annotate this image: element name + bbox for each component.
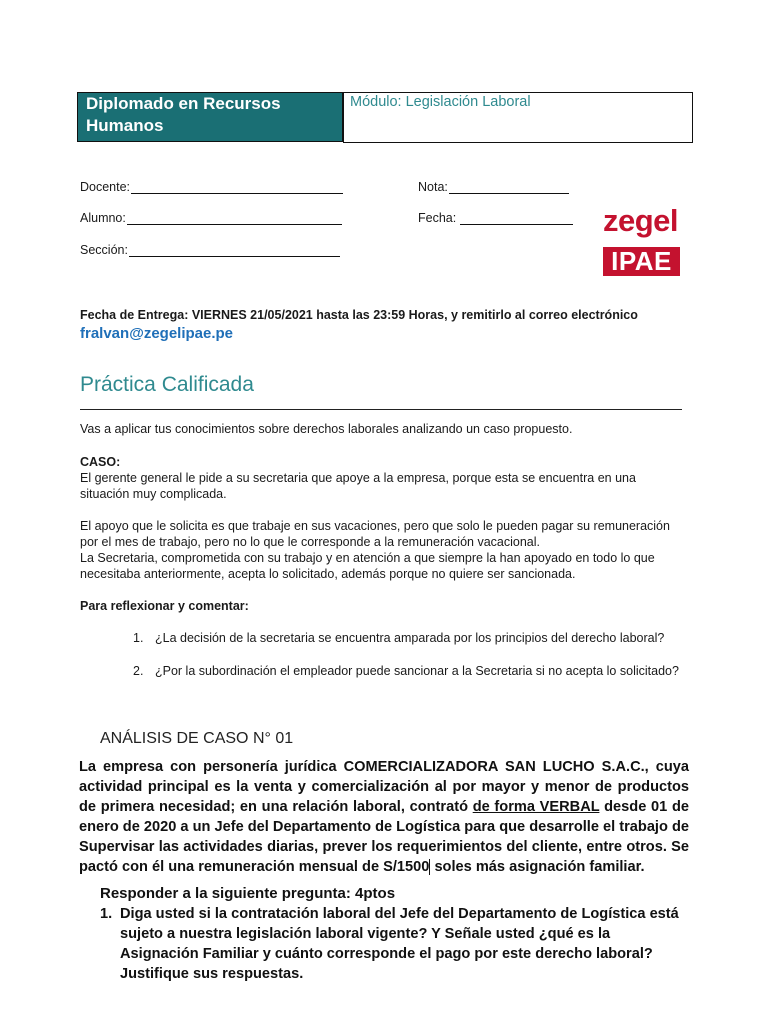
email-link[interactable]: fralvan@zegelipae.pe — [80, 325, 234, 342]
analysis-amount: S/1500 — [383, 859, 430, 875]
reflect-label: Para reflexionar y comentar: — [80, 599, 249, 613]
list-item — [133, 630, 695, 646]
case-paragraph-2: El apoyo que le solicita es que trabaje en sus vacaciones, pero que solo le pueden pagar su remuneración por el mes de trabajo, pero no lo que le corresponde a la remuneración vacacional. — [80, 519, 670, 549]
fecha-field — [418, 211, 573, 225]
analysis-question-number: 1. — [100, 906, 113, 922]
fecha-line[interactable] — [460, 211, 573, 225]
seccion-label: Sección: — [80, 243, 128, 257]
question-number: 2. — [133, 664, 144, 678]
case-paragraph-3: La Secretaria, comprometida con su trabajo y en atención a que siempre la han apoyado en todo lo que necesitaba anteriormente, acepta lo solicitado, además porque no quiere ser sancionada. — [80, 551, 655, 581]
nota-label: Nota: — [418, 180, 448, 194]
intro-text: Vas a aplicar tus conocimientos sobre derechos laborales analizando un caso propuesto. — [80, 422, 573, 436]
module-box — [343, 92, 693, 143]
ipae-logo: IPAE — [603, 247, 680, 276]
question-text: ¿La decisión de la secretaria se encuentra amparada por los principios del derecho laboral? — [155, 631, 665, 645]
analysis-text-c: soles más asignación familiar. — [430, 859, 645, 875]
program-title-box — [77, 92, 343, 142]
analysis-underlined: de forma VERBAL — [472, 799, 600, 815]
analysis-title: ANÁLISIS DE CASO N° 01 — [100, 730, 294, 747]
nota-line[interactable] — [449, 180, 569, 194]
nota-field — [418, 180, 569, 194]
docente-line[interactable] — [131, 180, 343, 194]
alumno-line[interactable] — [127, 211, 342, 225]
question-number: 1. — [133, 631, 144, 645]
seccion-field — [80, 243, 340, 257]
alumno-field — [80, 211, 342, 225]
analysis-paragraph — [79, 757, 689, 877]
analysis-question — [100, 904, 692, 984]
zegel-logo: zegel — [603, 203, 679, 238]
docente-field — [80, 180, 343, 194]
analysis-question-text: Diga usted si la contratación laboral del Jefe del Departamento de Logística está sujeto a nuestra legislación laboral vigente? Y Señale usted ¿qué es la Asignación Familiar y cuánto corresponde el pago por este derecho laboral? Justifique sus respuestas. — [120, 906, 679, 982]
case-label: CASO: — [80, 455, 121, 469]
docente-label: Docente: — [80, 180, 131, 194]
fecha-label: Fecha: — [418, 211, 457, 225]
list-item — [133, 663, 695, 679]
question-text: ¿Por la subordinación el empleador puede sancionar a la Secretaria si no acepta lo solicitado? — [155, 664, 679, 678]
analysis-instruction: Responder a la siguiente pregunta: 4ptos — [100, 885, 396, 902]
alumno-label: Alumno: — [80, 211, 126, 225]
program-title: Diplomado en Recursos Humanos — [86, 94, 281, 135]
case-paragraph-1: El gerente general le pide a su secretaria que apoye a la empresa, porque esta se encuentra en una situación muy complicada. — [80, 471, 636, 501]
analysis-text-a: La empresa con personería jurídica COMERCIALIZADORA SAN LUCHO S.A.C., cuya actividad principal es la venta y comercialización al por mayor y menor de productos de primera necesidad; en una relación laboral, contrató — [79, 759, 689, 815]
seccion-line[interactable] — [129, 243, 340, 257]
section-title: Práctica Calificada — [80, 373, 254, 396]
divider — [80, 409, 682, 410]
delivery-date: Fecha de Entrega: VIERNES 21/05/2021 hasta las 23:59 Horas, y remitirlo al correo electrónico — [80, 308, 638, 322]
analysis-text-b: desde 01 de enero de 2020 a un Jefe del Departamento de Logística para que desarrolle el trabajo de Supervisar las actividades diarias, prever los requerimientos del cliente, entre otros. Se pactó con él una remuneración mensual de — [79, 799, 689, 875]
module-title: Módulo: Legislación Laboral — [350, 94, 531, 110]
